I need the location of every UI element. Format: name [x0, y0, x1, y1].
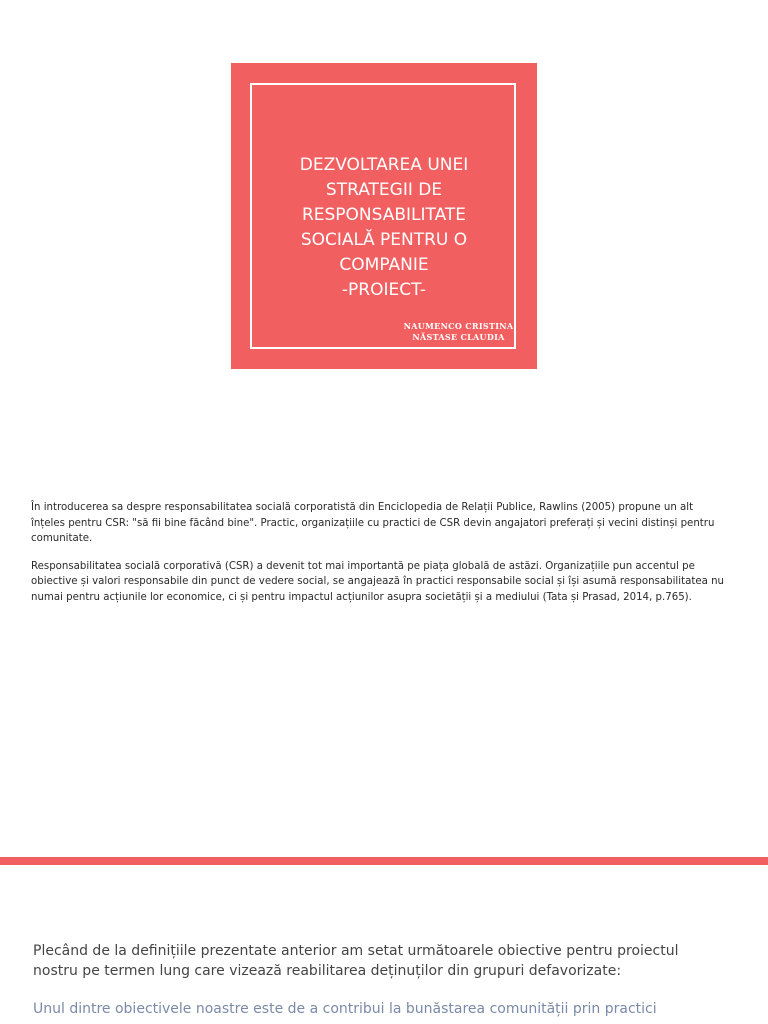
intro-line: Responsabilitatea socială corporativă (CSR) a devenit tot mai importantă pe piața globală de astăzi. Organizațiile pun accentul pe	[31, 560, 695, 572]
intro-line: În introducerea sa despre responsabilitatea socială corporatistă din Enciclopedia de Relații Publice, Rawlins (2005) propune un alt	[31, 502, 694, 513]
cover-authors	[391, 321, 526, 343]
cover-title-line: -PROIECT-	[341, 280, 427, 300]
intro-line: obiective și valori responsabile din punct de vedere social, se angajează în practici responsabile social și își asumă responsabilitatea nu	[31, 576, 724, 587]
author-name: NAUMENCO CRISTINA	[403, 321, 514, 331]
section-divider	[0, 857, 768, 865]
objectives-line: nostru pe termen lung care vizează reabilitarea deținuților din grupuri defavorizate:	[33, 963, 622, 979]
cover-title-line: DEZVOLTAREA UNEI	[299, 155, 469, 175]
cover-block	[231, 63, 537, 369]
intro-section	[31, 500, 736, 617]
intro-line: numai pentru acțiunile lor economice, ci și pentru impactul acțiunilor asupra societății și a mediului (Tata și Prasad, 2014, p.765).	[31, 591, 692, 603]
intro-line: înțeles pentru CSR: "să fii bine făcând bine". Practic, organizațiile cu practici de CSR devin angajatori preferați și vecini distinși pentru	[31, 517, 715, 529]
objectives-intro	[33, 941, 753, 981]
cover-title-line: RESPONSABILITATE	[301, 205, 467, 225]
intro-paragraph	[31, 500, 736, 547]
author-name: NĂSTASE CLAUDIA	[412, 332, 505, 342]
intro-paragraph	[31, 559, 736, 606]
cover-title-line: COMPANIE	[339, 255, 429, 275]
first-objective: Unul dintre obiectivele noastre este de a contribui la bunăstarea comunității prin practici	[33, 1001, 657, 1017]
cover-title-line: STRATEGII DE	[325, 180, 443, 200]
intro-line: comunitate.	[31, 533, 93, 544]
cover-title-line: SOCIALĂ PENTRU O	[300, 230, 468, 250]
cover-title	[259, 153, 509, 303]
objectives-line: Plecând de la definițiile prezentate anterior am setat următoarele obiective pentru proiectul	[33, 943, 679, 959]
